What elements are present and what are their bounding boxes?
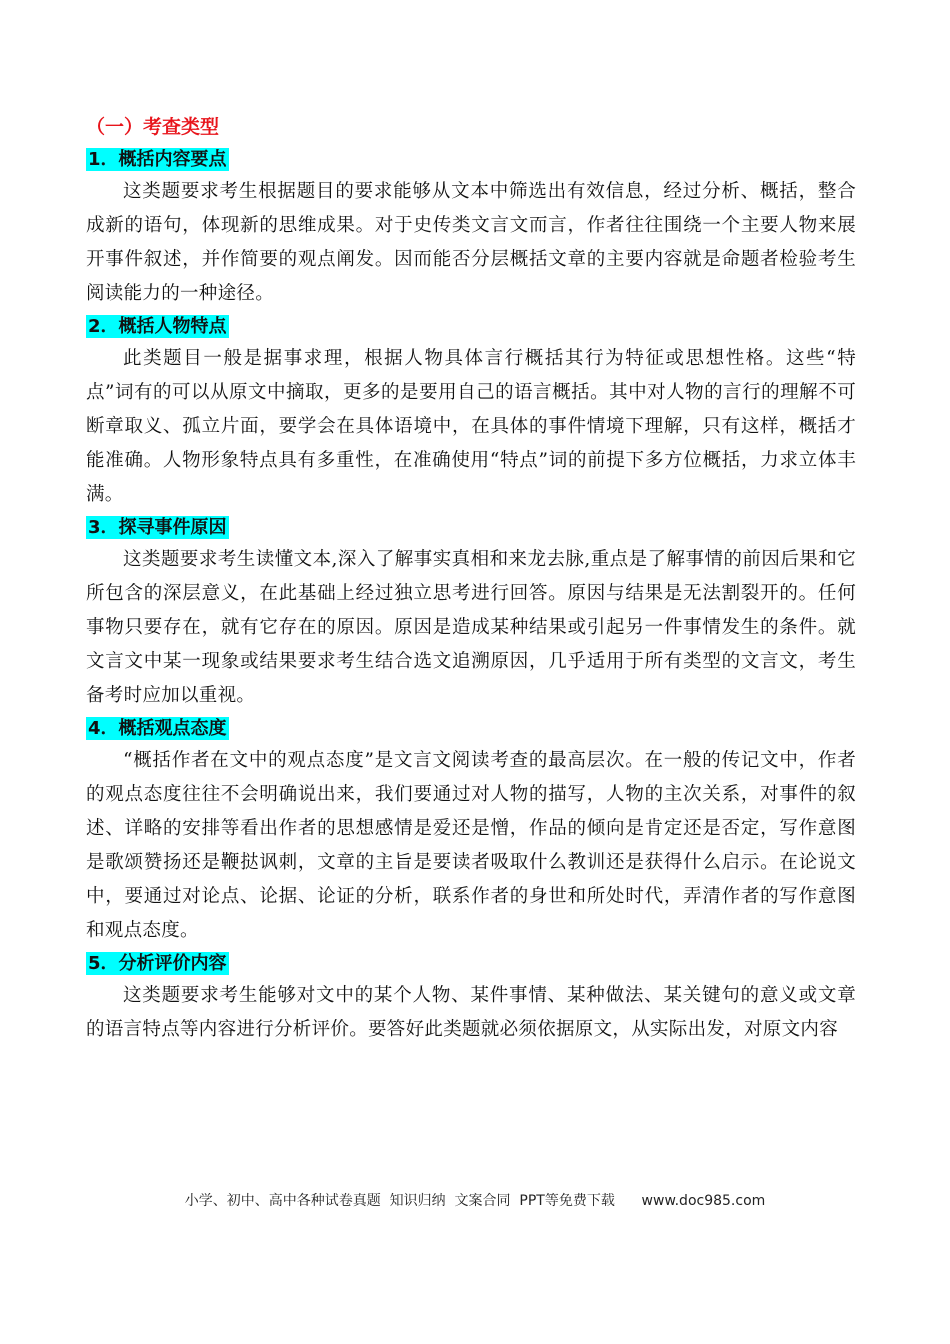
item-heading <box>86 948 856 979</box>
item-body: 这类题要求考生能够对文中的某个人物、某件事情、某种做法、某关键句的意义或文章的语言特点等内容进行分析评价。要答好此类题就必须依据原文，从实际出发，对原文内容 <box>86 985 856 1040</box>
item-heading <box>86 311 856 342</box>
item-body: “概括作者在文中的观点态度”是文言文阅读考查的最高层次。在一般的传记文中，作者的观点态度往往不会明确说出来，我们要通过对人物的描写，人物的主次关系，对事件的叙述、详略的安排等看出作者的思想感情是爱还是憎，作品的倾向是肯定还是否定，写作意图是歌颂赞扬还是鞭挞讽刺，文章的主旨是要读者吸取什么教训还是获得什么启示。在论说文中，要通过对论点、论据、论证的分析，联系作者的身世和所处时代，弄清作者的写作意图和观点态度。 <box>86 750 856 941</box>
document-content <box>86 112 856 1047</box>
item-heading <box>86 512 856 543</box>
item-heading <box>86 713 856 744</box>
item-1 <box>86 144 856 311</box>
item-heading-text: 5．分析评价内容 <box>88 953 227 974</box>
item-body: 这类题要求考生读懂文本,深入了解事实真相和来龙去脉,重点是了解事情的前因后果和它所包含的深层意义，在此基础上经过独立思考进行回答。原因与结果是无法割裂开的。任何事物只要存在，就有它存在的原因。原因是造成某种结果或引起另一件事情发生的条件。就文言文中某一现象或结果要求考生结合选文追溯原因，几乎适用于所有类型的文言文，考生备考时应加以重视。 <box>86 549 856 706</box>
item-body: 此类题目一般是据事求理，根据人物具体言行概括其行为特征或思想性格。这些“特点”词有的可以从原文中摘取，更多的是要用自己的语言概括。其中对人物的言行的理解不可断章取义、孤立片面，要学会在具体语境中，在具体的事件情境下理解，只有这样，概括才能准确。人物形象特点具有多重性，在准确使用“特点”词的前提下多方位概括，力求立体丰满。 <box>86 348 856 505</box>
item-heading-text: 1．概括内容要点 <box>88 149 227 170</box>
item-heading-text: 2．概括人物特点 <box>88 316 227 337</box>
item-4 <box>86 713 856 948</box>
item-5 <box>86 948 856 1047</box>
item-body: 这类题要求考生根据题目的要求能够从文本中筛选出有效信息，经过分析、概括，整合成新的语句，体现新的思维成果。对于史传类文言文而言，作者往往围绕一个主要人物来展开事件叙述，并作简要的观点阐发。因而能否分层概括文章的主要内容就是命题者检验考生阅读能力的一种途径。 <box>86 181 856 304</box>
page-footer: 小学、初中、高中各种试卷真题 知识归纳 文案合同 PPT等免费下载 www.doc985.com <box>184 1193 766 1209</box>
item-heading <box>86 144 856 175</box>
item-2 <box>86 311 856 512</box>
item-heading-text: 3．探寻事件原因 <box>88 517 227 538</box>
section-title: （一）考查类型 <box>86 116 220 138</box>
item-3 <box>86 512 856 713</box>
item-heading-text: 4．概括观点态度 <box>88 718 227 739</box>
